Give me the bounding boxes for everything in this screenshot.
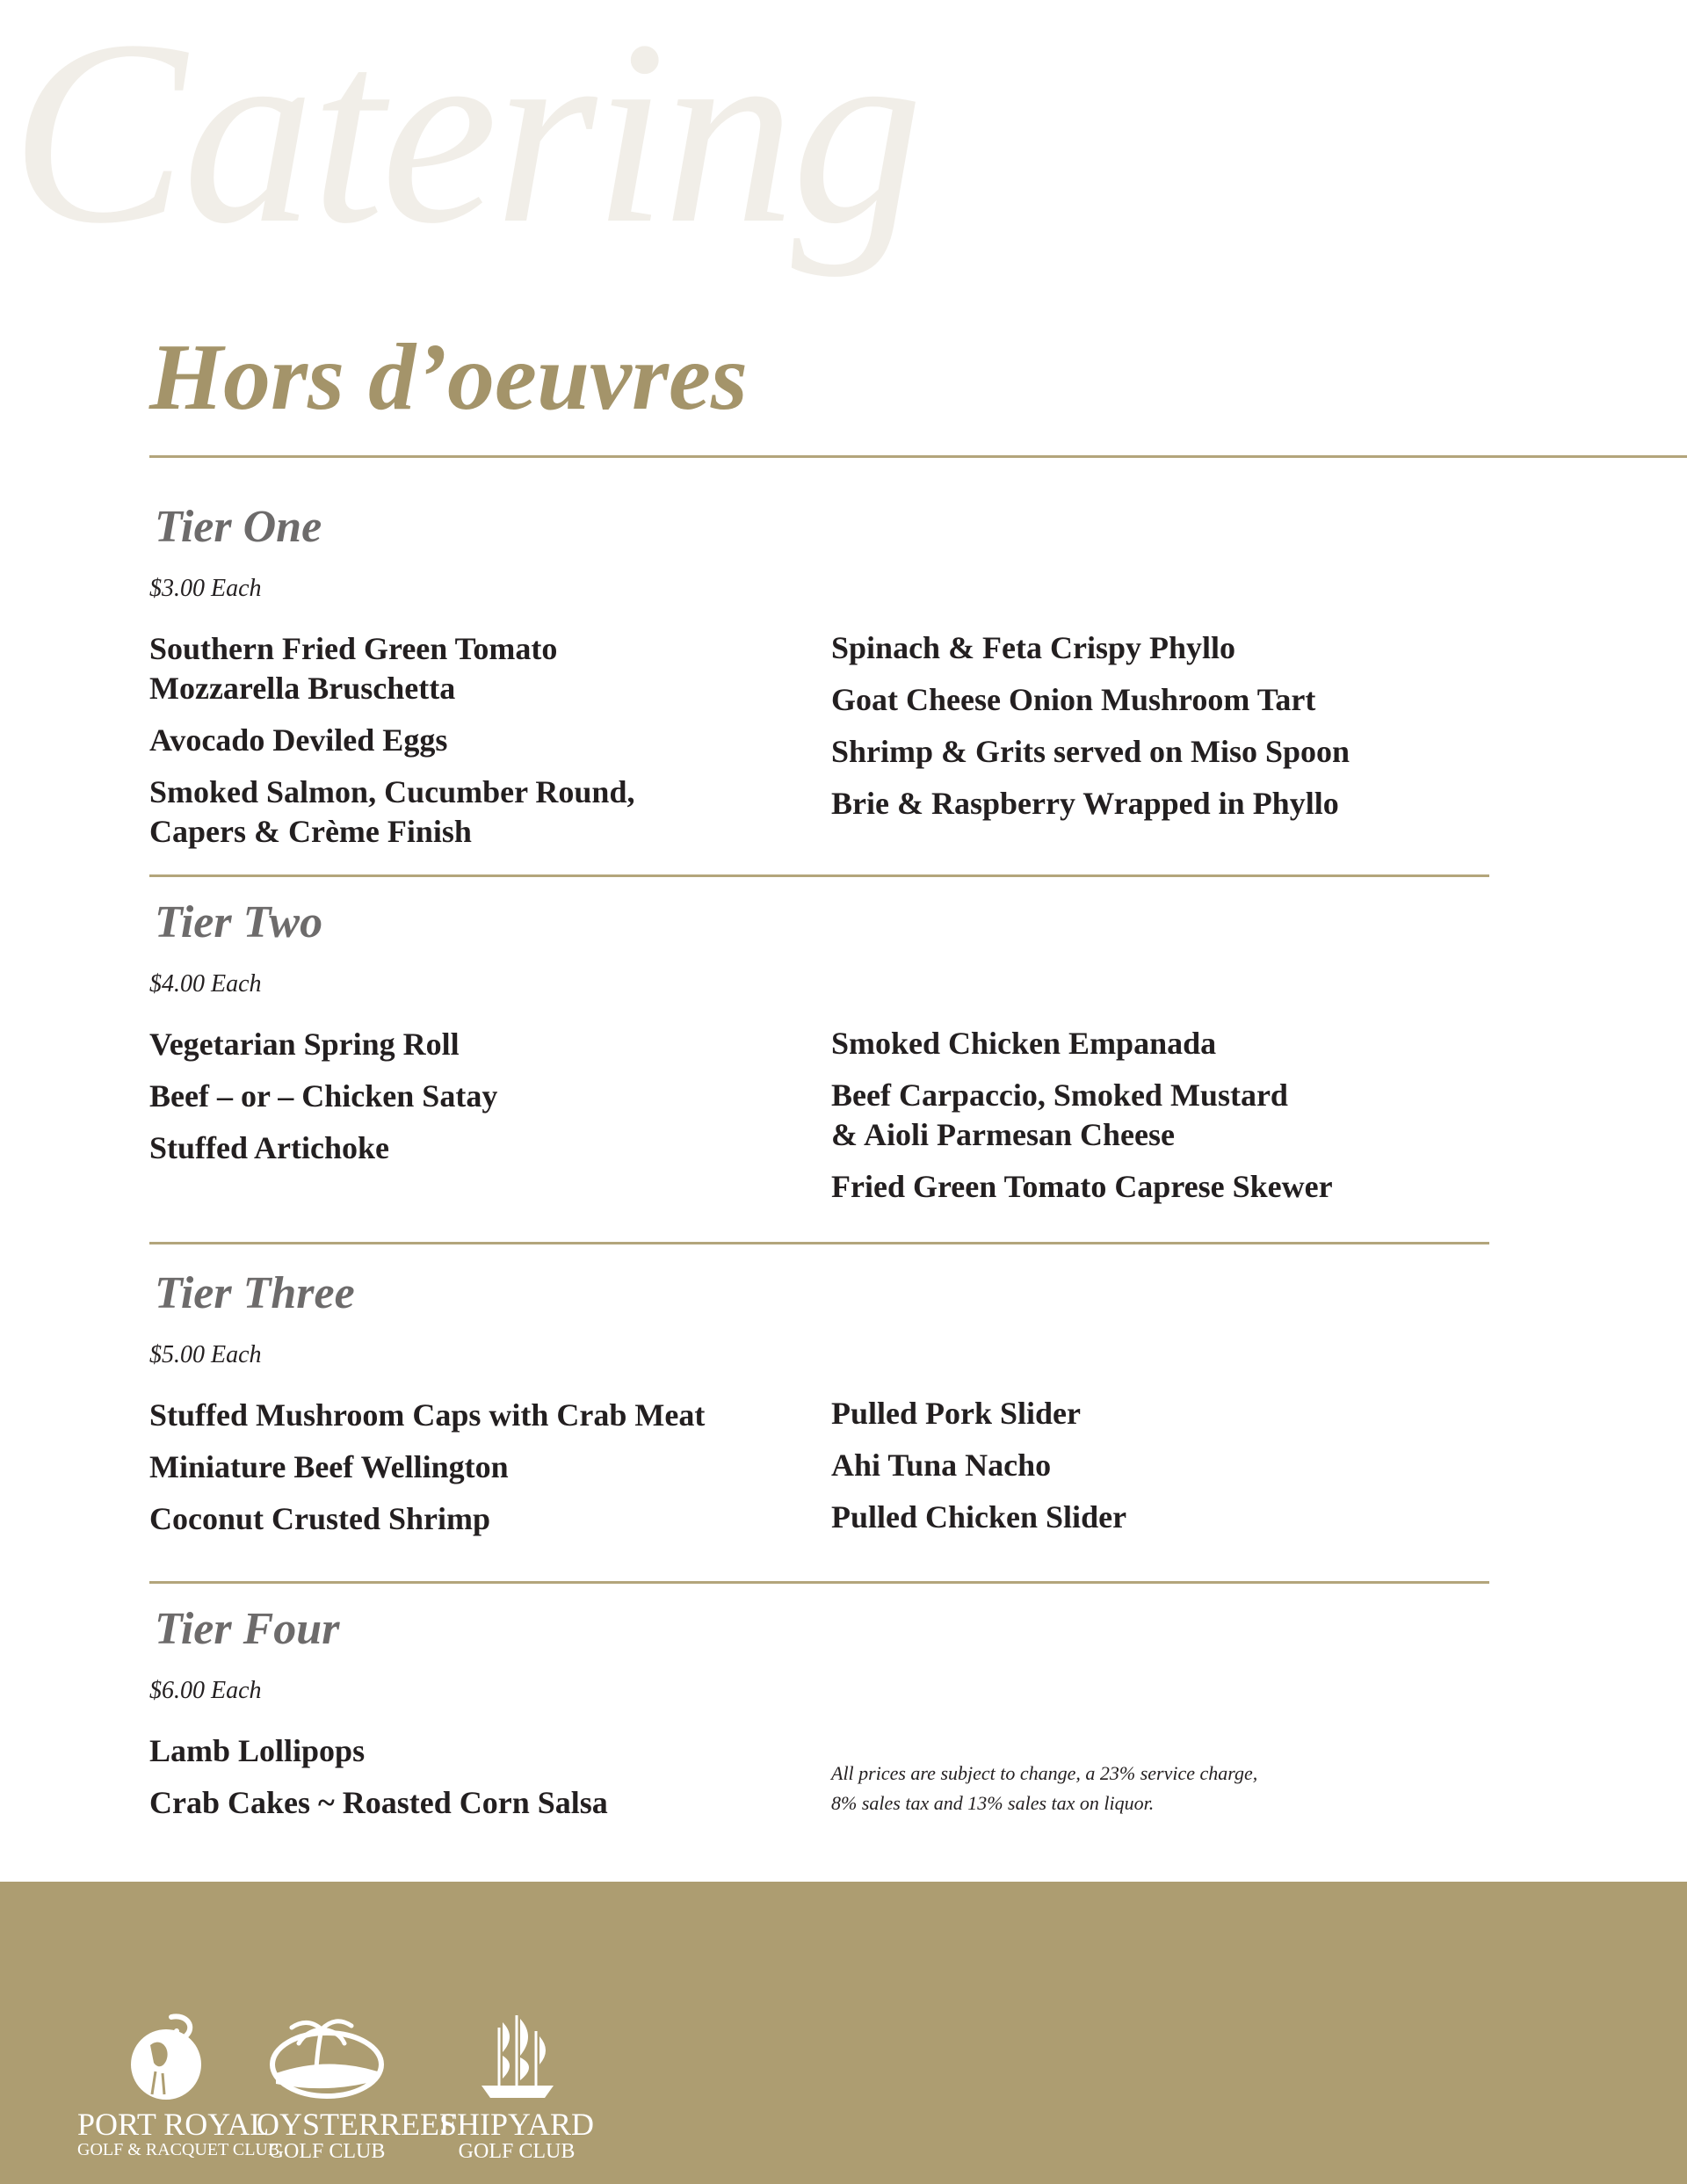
menu-item: Smoked Salmon, Cucumber Round, Capers & Crème Finish <box>149 774 635 849</box>
logo-subtitle: GOLF CLUB <box>268 2140 386 2163</box>
menu-item: Avocado Deviled Eggs <box>149 722 448 758</box>
menu-item: Lamb Lollipops <box>149 1733 366 1768</box>
menu-item: Crab Cakes ~ Roasted Corn Salsa <box>149 1785 608 1820</box>
menu-item: Goat Cheese Onion Mushroom Tart <box>831 682 1316 717</box>
tier-one-left-items <box>149 629 782 864</box>
menu-item: Spinach & Feta Crispy Phyllo <box>831 630 1236 665</box>
tier-three-right-items <box>831 1394 1464 1549</box>
logo-subtitle: GOLF & RACQUET CLUB <box>77 2140 280 2159</box>
title-divider <box>149 455 1687 458</box>
tier-heading: Tier One <box>155 502 322 552</box>
tier-heading: Tier Three <box>155 1268 355 1318</box>
menu-item: Smoked Chicken Empanada <box>831 1026 1217 1061</box>
menu-item: Beef – or – Chicken Satay <box>149 1078 498 1114</box>
menu-item: Beef Carpaccio, Smoked Mustard & Aioli Parmesan Cheese <box>831 1077 1288 1152</box>
tier-price: $4.00 Each <box>149 970 262 998</box>
pricing-disclaimer <box>831 1759 1464 1818</box>
menu-item: Ahi Tuna Nacho <box>831 1448 1052 1483</box>
tier-heading: Tier Four <box>155 1604 340 1654</box>
footer <box>0 1882 1687 2184</box>
menu-item: Vegetarian Spring Roll <box>149 1027 460 1062</box>
disclaimer-line: 8% sales tax and 13% sales tax on liquor. <box>831 1792 1155 1814</box>
tier-divider <box>149 1581 1489 1584</box>
tier-heading: Tier Two <box>155 897 323 947</box>
menu-item: Stuffed Mushroom Caps with Crab Meat <box>149 1397 706 1433</box>
logo-name: SHIPYARD <box>438 2107 595 2142</box>
disclaimer-line: All prices are subject to change, a 23% service charge, <box>831 1762 1258 1784</box>
logo-name: PORT ROYAL <box>77 2107 270 2142</box>
menu-item: Coconut Crusted Shrimp <box>149 1501 491 1536</box>
tier-one-right-items <box>831 628 1464 836</box>
menu-item: Shrimp & Grits served on Miso Spoon <box>831 734 1350 769</box>
tier-price: $6.00 Each <box>149 1677 262 1704</box>
tier-four-left-items <box>149 1731 782 1835</box>
menu-item: Miniature Beef Wellington <box>149 1449 509 1484</box>
tier-price: $5.00 Each <box>149 1341 262 1368</box>
menu-item: Pulled Chicken Slider <box>831 1499 1127 1535</box>
oyster-reef-logo <box>257 2010 458 2163</box>
tier-three-left-items <box>149 1396 782 1551</box>
menu-item: Southern Fried Green Tomato Mozzarella Bruschetta <box>149 631 558 706</box>
menu-item: Stuffed Artichoke <box>149 1130 389 1165</box>
heron-icon <box>126 2010 205 2107</box>
sailing-ship-icon <box>473 2010 561 2107</box>
catering-watermark: Catering <box>11 0 920 278</box>
palm-tree-icon <box>265 2010 388 2107</box>
tier-divider <box>149 874 1489 877</box>
shipyard-logo <box>438 2010 596 2163</box>
tier-price: $3.00 Each <box>149 575 262 602</box>
tier-two-left-items <box>149 1025 782 1180</box>
page-title: Hors d’oeuvres <box>149 325 748 430</box>
port-royal-logo <box>77 2010 280 2159</box>
menu-item: Pulled Pork Slider <box>831 1396 1082 1431</box>
tier-two-right-items <box>831 1024 1464 1219</box>
menu-item: Brie & Raspberry Wrapped in Phyllo <box>831 786 1339 821</box>
menu-item: Fried Green Tomato Caprese Skewer <box>831 1169 1333 1204</box>
logo-subtitle: GOLF CLUB <box>458 2140 576 2163</box>
logo-name: OYSTERREEF <box>257 2107 458 2142</box>
tier-divider <box>149 1242 1489 1244</box>
